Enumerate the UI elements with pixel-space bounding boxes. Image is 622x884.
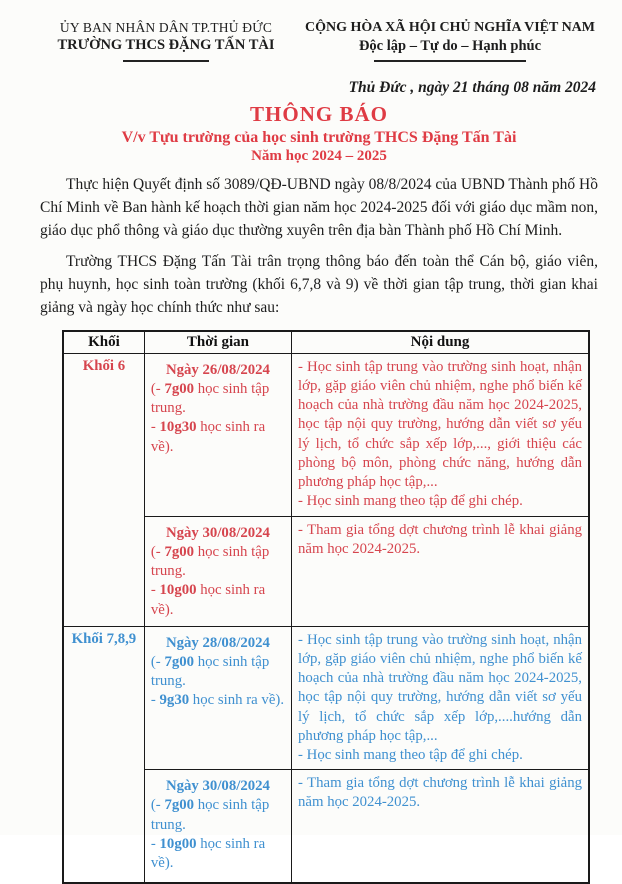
content-cell <box>292 626 589 770</box>
time-value: 10g00 <box>159 582 197 599</box>
content-cell <box>292 516 589 626</box>
national-title: CỘNG HÒA XÃ HỘI CHỦ NGHĨA VIỆT NAM <box>304 20 595 35</box>
issuing-authority-block <box>40 20 292 62</box>
time-text: học sinh ra về). <box>189 692 285 709</box>
time-prefix: - <box>150 692 160 709</box>
time-prefix: - <box>150 419 160 436</box>
authority-name: ỦY BAN NHÂN DÂN TP.THỦ ĐỨC <box>59 20 273 35</box>
time-line-start <box>151 380 285 418</box>
body-paragraph-2: Trường THCS Đặng Tấn Tài trân trọng thông báo đến toàn thể Cán bộ, giáo viên, phụ huynh, học sinh toàn trường (khối 6,7,8 và 9) về thời gian tập trung, thời gian khai giảng và ngày học chính thức như sau: <box>40 253 598 316</box>
time-value: 10g00 <box>159 835 197 852</box>
time-text: học sinh ra về). <box>150 419 266 455</box>
time-text: học sinh tập trung. <box>150 797 270 833</box>
session-date: Ngày 30/08/2024 <box>165 778 270 795</box>
grade-cell-khoi-6: Khối 6 <box>63 353 144 626</box>
time-line-start <box>151 796 285 834</box>
school-name: TRƯỜNG THCS ĐẶNG TẤN TÀI <box>57 37 275 53</box>
content-cell <box>292 770 589 884</box>
content-item: - Tham gia tổng dợt chương trình lễ khai giảng năm học 2024-2025. <box>298 775 582 811</box>
dateline: Thủ Đức , ngày 21 tháng 08 năm 2024 <box>348 79 596 96</box>
title-block <box>40 102 598 165</box>
time-cell <box>144 770 291 884</box>
time-cell <box>144 626 291 770</box>
time-value: 7g00 <box>164 653 195 670</box>
session-date: Ngày 28/08/2024 <box>165 634 270 651</box>
header-right-rule <box>374 60 526 62</box>
time-cell <box>144 516 291 626</box>
document-title: THÔNG BÁO <box>250 102 388 126</box>
header-left-rule <box>123 60 209 62</box>
time-value: 7g00 <box>164 380 195 397</box>
table-row <box>63 353 589 516</box>
time-text: học sinh tập trung. <box>150 543 270 580</box>
document-subject: V/v Tựu trường của học sinh trường THCS Đặng Tấn Tài <box>121 129 517 146</box>
time-line-end <box>151 835 285 873</box>
time-prefix: (- <box>150 653 165 670</box>
content-item: - Tham gia tổng dợt chương trình lễ khai giảng năm học 2024-2025. <box>298 521 582 557</box>
time-line-end <box>151 418 285 456</box>
time-line-start <box>151 543 285 581</box>
session-date: Ngày 26/08/2024 <box>165 361 270 378</box>
time-line-start <box>151 653 285 691</box>
national-motto: Độc lập – Tự do – Hạnh phúc <box>358 38 542 54</box>
session-date: Ngày 30/08/2024 <box>165 524 270 541</box>
national-header-block <box>302 20 598 62</box>
schedule-table-body <box>63 353 589 883</box>
column-header-content: Nội dung <box>292 331 589 354</box>
column-header-time: Thời gian <box>144 331 291 354</box>
table-row <box>63 626 589 770</box>
time-text: học sinh tập trung. <box>150 380 270 417</box>
content-item: - Học sinh tập trung vào trường sinh hoạt, nhận lớp, gặp giáo viên chủ nhiệm, nghe phổ biến kế hoạch của nhà trường đầu năm học 2024-2025, học tập nội quy trường, hướng dẫn viết sơ yếu lý lịch, tổ chức sắp xếp lớp,..., giới thiệu các phòng bộ môn, phòng chức năng, hướng dẫn phương pháp học tập,... <box>298 358 582 491</box>
time-prefix: - <box>150 582 160 599</box>
time-text: học sinh ra về). <box>150 582 266 618</box>
time-value: 7g00 <box>164 797 195 814</box>
document-header <box>40 20 598 62</box>
time-prefix: (- <box>150 797 165 814</box>
time-value: 9g30 <box>159 692 190 709</box>
table-header-row <box>63 331 589 354</box>
content-cell <box>292 353 589 516</box>
time-value: 10g30 <box>159 419 197 436</box>
grade-cell-khoi-789: Khối 7,8,9 <box>63 626 144 883</box>
body-paragraph-1: Thực hiện Quyết định số 3089/QĐ-UBND ngày 08/8/2024 của UBND Thành phố Hồ Chí Minh về Ban hành kế hoạch thời gian năm học 2024-2025 đối với giáo dục mầm non, giáo dục phổ thông và giáo dục thường xuyên trên địa bàn Thành phố Hồ Chí Minh. <box>40 176 598 239</box>
time-cell <box>144 353 291 516</box>
time-line-end <box>151 691 285 710</box>
schedule-table-head <box>63 331 589 354</box>
time-text: học sinh ra về). <box>150 835 266 872</box>
time-prefix: (- <box>150 543 165 560</box>
content-item: - Học sinh tập trung vào trường sinh hoạt, nhận lớp, gặp giáo viên chủ nhiệm, nghe phổ biến kế hoạch của nhà trường đầu năm học 2024-2025, học tập nội quy trường, hướng dẫn viết sơ yếu lý lịch, tổ chức sắp xếp lớp,....hướng dẫn phương pháp học tập,... <box>298 631 582 744</box>
time-line-end <box>151 581 285 619</box>
content-item: - Học sinh mang theo tập để ghi chép. <box>298 493 523 510</box>
time-prefix: (- <box>150 380 165 397</box>
school-year: Năm học 2024 – 2025 <box>251 148 387 164</box>
time-text: học sinh tập trung. <box>150 653 270 690</box>
time-prefix: - <box>150 835 160 852</box>
column-header-grade: Khối <box>63 331 144 354</box>
time-value: 7g00 <box>164 543 195 560</box>
content-item: - Học sinh mang theo tập để ghi chép. <box>298 746 523 763</box>
schedule-table <box>62 330 590 884</box>
